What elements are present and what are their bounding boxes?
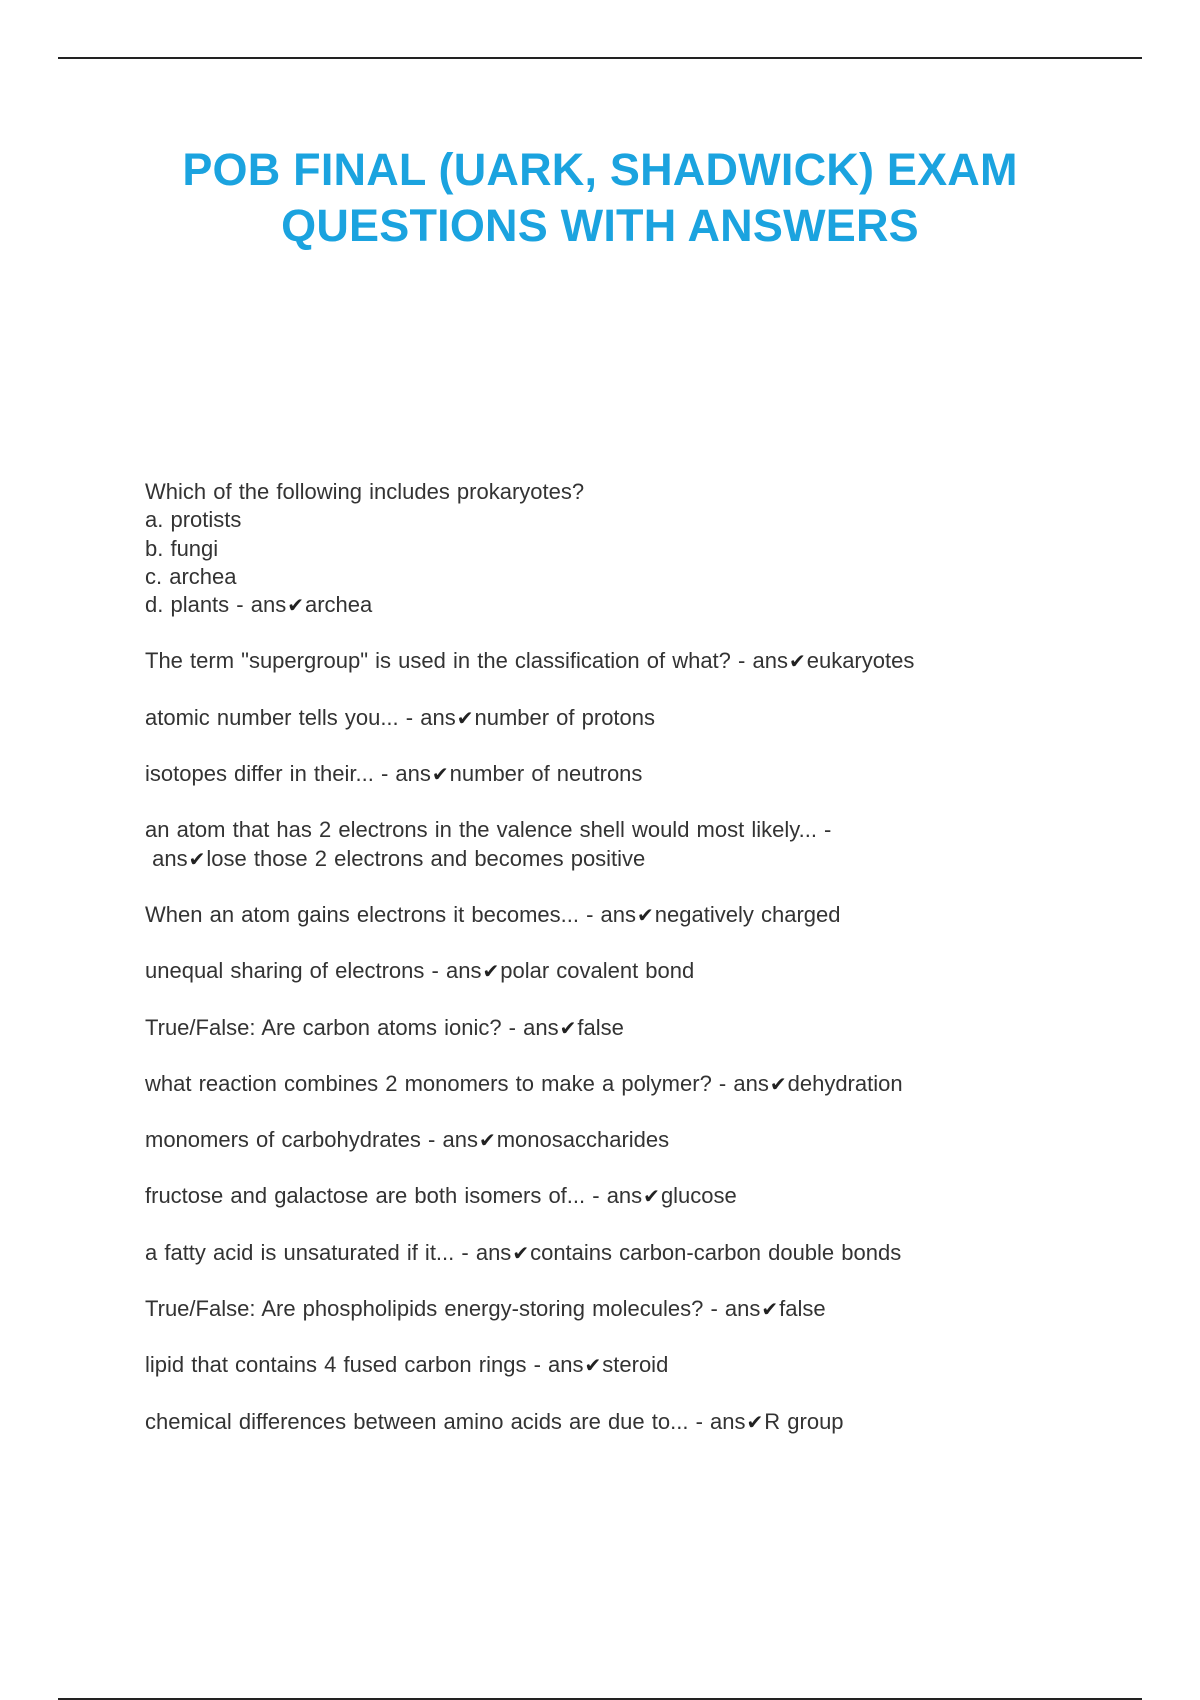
question-text: atomic number tells you... - (145, 704, 421, 730)
title-line: QUESTIONS WITH ANSWERS (281, 200, 919, 251)
question-text: fructose and galactose are both isomers of... - (145, 1183, 607, 1209)
qa-item (145, 478, 1065, 619)
answer-text: number of neutrons (449, 761, 643, 787)
question-line (145, 478, 1065, 506)
answer-line (145, 1014, 1065, 1042)
answer-text: lose those 2 electrons and becomes positive (206, 845, 646, 871)
question-text: isotopes differ in their... - (145, 761, 396, 787)
answer-line (145, 1126, 1065, 1154)
answer-line (145, 704, 1065, 732)
question-text: b. fungi (145, 535, 219, 561)
question-text: unequal sharing of electrons - (145, 958, 446, 984)
answer-line (145, 957, 1065, 985)
question-text: True/False: Are carbon atoms ionic? - (145, 1014, 524, 1040)
answer-prefix: ans (442, 1127, 478, 1153)
checkmark-icon: ✔ (769, 1071, 787, 1096)
answer-text: dehydration (787, 1070, 903, 1096)
question-line (145, 506, 1065, 534)
question-text: d. plants - (145, 592, 251, 618)
qa-item (145, 1070, 1065, 1098)
qa-item (145, 816, 1065, 873)
checkmark-icon: ✔ (637, 902, 654, 927)
answer-text: number of protons (474, 704, 656, 730)
qa-item (145, 1182, 1065, 1210)
answer-prefix: ans (710, 1408, 746, 1434)
answer-text: steroid (602, 1352, 669, 1378)
answer-line (145, 1239, 1065, 1267)
checkmark-icon: ✔ (512, 1240, 530, 1265)
answer-text: R group (764, 1408, 844, 1434)
question-text: lipid that contains 4 fused carbon rings - (145, 1352, 549, 1378)
question-text: monomers of carbohydrates - (145, 1127, 443, 1153)
question-text: True/False: Are phospholipids energy-storing molecules? - (145, 1296, 725, 1322)
checkmark-icon: ✔ (559, 1015, 577, 1040)
qa-item (145, 957, 1065, 985)
qa-item (145, 1014, 1065, 1042)
question-text: chemical differences between amino acids are due to... - (145, 1408, 711, 1434)
question-text: a fatty acid is unsaturated if it... - (145, 1239, 476, 1265)
answer-prefix: ans (724, 1296, 761, 1322)
answer-prefix: ans (548, 1352, 584, 1378)
answer-line (145, 591, 1065, 619)
answer-prefix: ans (600, 901, 637, 927)
answer-text: eukaryotes (806, 648, 915, 674)
question-answer-list (145, 478, 1065, 1464)
qa-item (145, 704, 1065, 732)
answer-line (145, 1295, 1065, 1323)
answer-line (145, 1182, 1065, 1210)
answer-text: contains carbon-carbon double bonds (530, 1239, 902, 1265)
answer-prefix: ans (445, 958, 482, 984)
answer-prefix: ans (420, 704, 456, 730)
checkmark-icon: ✔ (188, 846, 206, 871)
question-text: The term "supergroup" is used in the classification of what? - (145, 648, 753, 674)
answer-line (145, 1408, 1065, 1436)
checkmark-icon: ✔ (478, 1128, 496, 1153)
answer-prefix: ans (152, 845, 188, 871)
qa-item (145, 1126, 1065, 1154)
question-text: Which of the following includes prokaryotes? (145, 479, 585, 504)
checkmark-icon: ✔ (287, 593, 304, 618)
question-text: c. archea (145, 563, 237, 589)
question-line (145, 535, 1065, 563)
answer-text: false (577, 1014, 624, 1040)
question-line (145, 563, 1065, 591)
answer-text: glucose (660, 1183, 737, 1209)
answer-line (145, 1070, 1065, 1098)
title-line: POB FINAL (UARK, SHADWICK) EXAM (182, 144, 1018, 195)
checkmark-icon: ✔ (584, 1353, 602, 1378)
qa-item (145, 1295, 1065, 1323)
answer-text: monosaccharides (496, 1127, 670, 1153)
qa-item (145, 901, 1065, 929)
checkmark-icon: ✔ (482, 959, 500, 984)
top-rule (58, 57, 1142, 59)
question-text: an atom that has 2 electrons in the valence shell would most likely... - (145, 817, 832, 843)
answer-line (145, 845, 1065, 873)
answer-text: polar covalent bond (500, 958, 695, 984)
answer-line (145, 760, 1065, 788)
question-line (145, 816, 1065, 844)
answer-prefix: ans (250, 592, 287, 618)
question-text: When an atom gains electrons it becomes... - (145, 901, 601, 927)
qa-item (145, 1239, 1065, 1267)
answer-line (145, 901, 1065, 929)
question-text: what reaction combines 2 monomers to make a polymer? - (145, 1070, 734, 1096)
checkmark-icon: ✔ (746, 1409, 764, 1434)
qa-item (145, 760, 1065, 788)
answer-prefix: ans (475, 1239, 512, 1265)
answer-prefix: ans (752, 648, 788, 674)
answer-prefix: ans (733, 1070, 769, 1096)
checkmark-icon: ✔ (761, 1297, 779, 1322)
qa-item (145, 1408, 1065, 1436)
question-text: a. protists (145, 507, 242, 533)
answer-prefix: ans (523, 1014, 559, 1040)
qa-item (145, 1351, 1065, 1379)
answer-prefix: ans (395, 761, 431, 787)
answer-text: archea (304, 592, 373, 618)
document-title (100, 142, 1100, 254)
qa-item (145, 647, 1065, 675)
checkmark-icon: ✔ (788, 649, 806, 674)
answer-line (145, 1351, 1065, 1379)
answer-text: negatively charged (654, 901, 841, 927)
answer-line (145, 647, 1065, 675)
checkmark-icon: ✔ (643, 1184, 660, 1209)
checkmark-icon: ✔ (431, 762, 449, 787)
answer-prefix: ans (606, 1183, 643, 1209)
answer-text: false (779, 1296, 826, 1322)
checkmark-icon: ✔ (456, 705, 474, 730)
